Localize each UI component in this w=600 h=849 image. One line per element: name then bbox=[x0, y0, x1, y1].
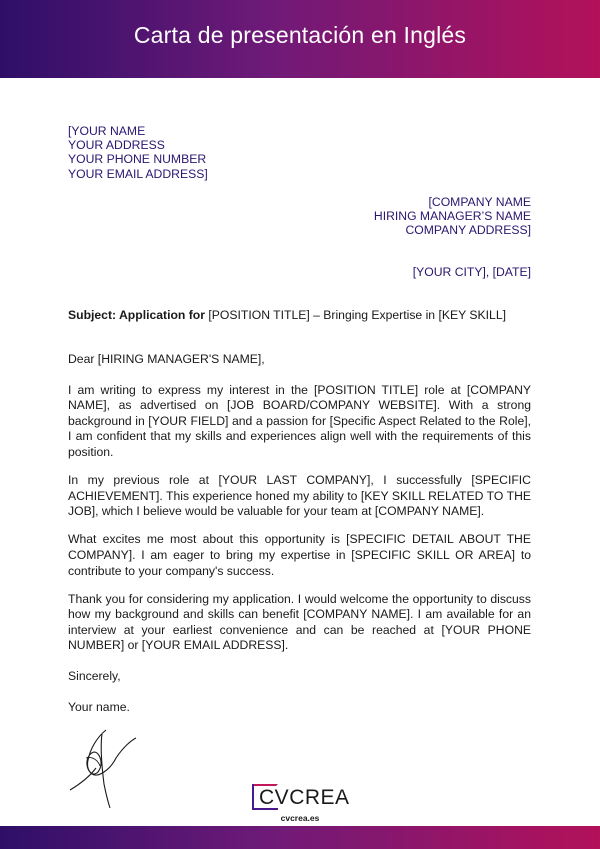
cvcrea-logo bbox=[252, 784, 350, 812]
greeting: Dear [HIRING MANAGER'S NAME], bbox=[68, 352, 265, 366]
logo-prefix: CV bbox=[259, 786, 290, 809]
closing: Sincerely, bbox=[68, 669, 121, 683]
paragraph-2: In my previous role at [YOUR LAST COMPANY], I successfully [SPECIFIC ACHIEVEMENT]. This experience honed my ability to [KEY SKILL RELATED TO THE JOB], which I believe would be valuable for your team at [COMPANY NAME]. bbox=[68, 473, 531, 519]
paragraph-3: What excites me most about this opportunity is [SPECIFIC DETAIL ABOUT THE COMPANY]. I am eager to bring my expertise in [SPECIFIC SKILL OR AREA] to contribute to your company's success. bbox=[68, 532, 531, 578]
recipient-address: COMPANY ADDRESS] bbox=[405, 223, 531, 238]
recipient-company: [COMPANY NAME bbox=[428, 195, 531, 209]
header-banner bbox=[0, 0, 600, 78]
handwritten-signature bbox=[66, 728, 138, 810]
date-line: [YOUR CITY], [DATE] bbox=[412, 265, 531, 279]
sender-phone: YOUR PHONE NUMBER bbox=[68, 152, 207, 167]
recipient-block bbox=[374, 195, 531, 238]
subject-text: [POSITION TITLE] – Bringing Expertise in [KEY SKILL] bbox=[205, 308, 506, 322]
paragraph-1: I am writing to express my interest in the [POSITION TITLE] role at [COMPANY NAME], as advertised on [JOB BOARD/COMPANY WEBSITE]. With a strong background in [YOUR FIELD] and a passion for [Specific Aspect Related to the Role], I am confident that my skills and experiences align well with the requirements of this position. bbox=[68, 382, 531, 459]
paragraph-4: Thank you for considering my application. I would welcome the opportunity to discuss how my background and skills can benefit [COMPANY NAME]. I am available for an interview at your earliest convenience and can be reached at [YOUR PHONE NUMBER] or [YOUR EMAIL ADDRESS]. bbox=[68, 591, 531, 653]
sender-block bbox=[68, 124, 208, 181]
sender-name: [YOUR NAME bbox=[68, 124, 146, 138]
website-url[interactable]: cvcrea.es bbox=[280, 813, 320, 823]
signoff: Your name. bbox=[68, 699, 130, 714]
logo-suffix: CREA bbox=[289, 786, 350, 809]
letter-body bbox=[68, 352, 531, 728]
subject-label: Subject: Application for bbox=[68, 308, 205, 322]
sender-email: YOUR EMAIL ADDRESS] bbox=[68, 166, 208, 181]
page-title: Carta de presentación en Inglés bbox=[133, 22, 467, 48]
logo-text bbox=[259, 786, 350, 810]
recipient-manager: HIRING MANAGER’S NAME bbox=[373, 209, 531, 224]
sender-address: YOUR ADDRESS bbox=[68, 138, 165, 153]
subject-line bbox=[68, 308, 538, 322]
footer-banner bbox=[0, 826, 600, 849]
